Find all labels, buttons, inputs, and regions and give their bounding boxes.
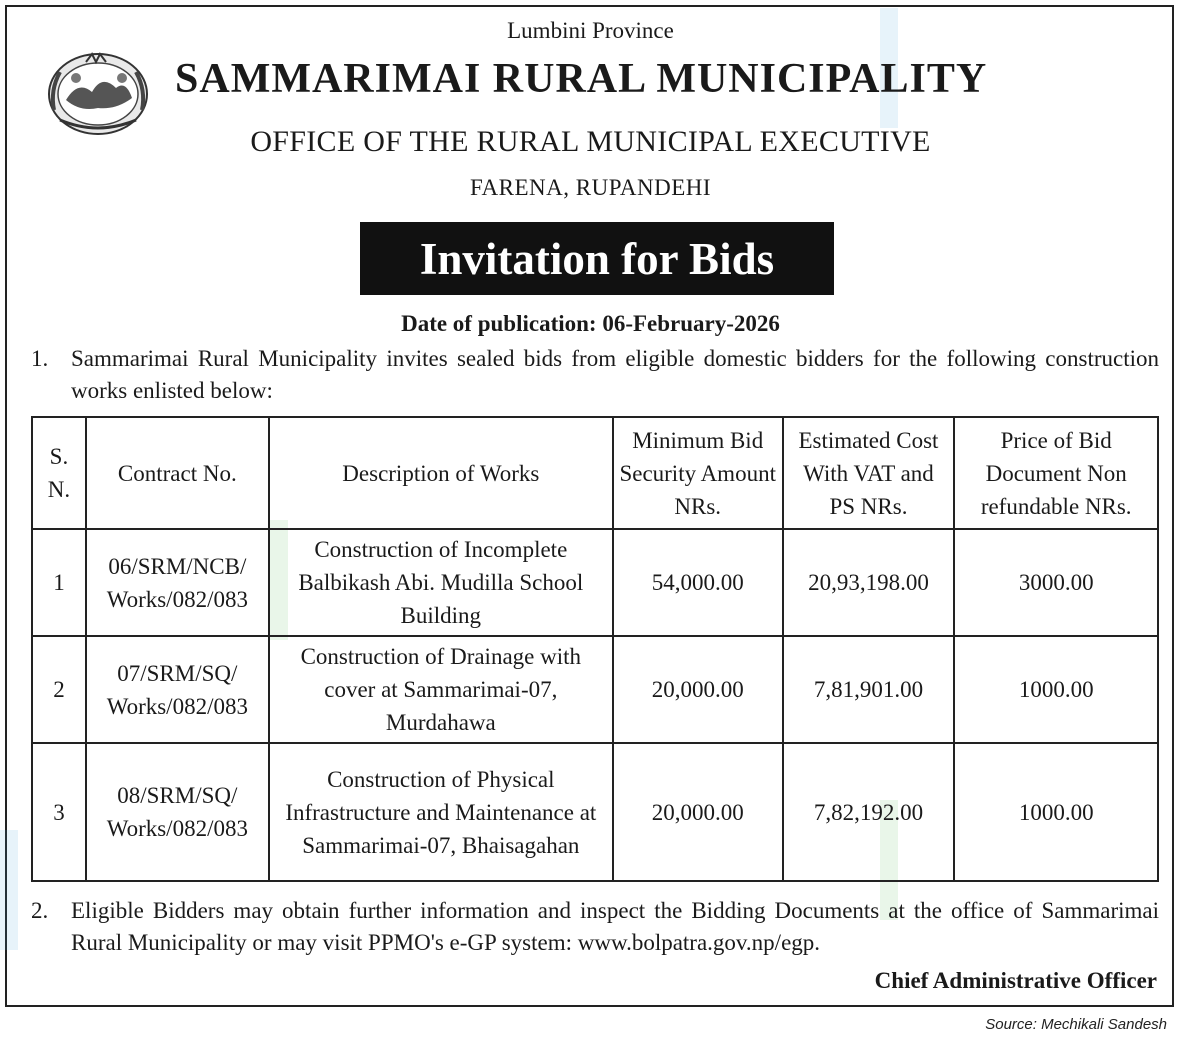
column-header-bid-security: Minimum Bid Security Amount NRs.: [613, 417, 783, 529]
table-row: [32, 743, 1158, 881]
cell-document-price: 1000.00: [954, 743, 1158, 881]
column-header-description: Description of Works: [269, 417, 613, 529]
cell-document-price: 3000.00: [954, 529, 1158, 636]
cell-estimated-cost: 7,82,192.00: [783, 743, 955, 881]
office-address: FARENA, RUPANDEHI: [469, 175, 712, 200]
cell-sn: 1: [32, 529, 86, 636]
cell-document-price: 1000.00: [954, 636, 1158, 743]
invitation-banner: Invitation for Bids: [360, 222, 834, 295]
table-row: [32, 636, 1158, 743]
cell-sn: 2: [32, 636, 86, 743]
column-header-sn: S. N.: [32, 417, 86, 529]
column-header-estimated-cost: Estimated Cost With VAT and PS NRs.: [783, 417, 955, 529]
cell-description: Construction of Drainage with cover at Sammarimai-07, Murdahawa: [269, 636, 613, 743]
paragraph-text: Sammarimai Rural Municipality invites sealed bids from eligible domestic bidders for the following construction works enlisted below:: [71, 346, 1159, 403]
cell-sn: 3: [32, 743, 86, 881]
bids-table: [31, 416, 1159, 882]
paragraph-1: [31, 343, 1159, 407]
cell-description: Construction of Physical Infrastructure and Maintenance at Sammarimai-07, Bhaisagahan: [269, 743, 613, 881]
publication-date: Date of publication: 06-February-2026: [401, 311, 780, 336]
cell-bid-security: 20,000.00: [613, 636, 783, 743]
column-header-document-price: Price of Bid Document Non refundable NRs.: [954, 417, 1158, 529]
cell-estimated-cost: 7,81,901.00: [783, 636, 955, 743]
signature-title: Chief Administrative Officer: [874, 968, 1157, 993]
paragraph-text: Eligible Bidders may obtain further information and inspect the Bidding Documents at the office of Sammarimai Rural Municipality or may visit PPMO's e-GP system: www.bolpatra.gov.np/egp.: [71, 898, 1159, 955]
table-header-row: [32, 417, 1158, 529]
cell-bid-security: 20,000.00: [613, 743, 783, 881]
cell-bid-security: 54,000.00: [613, 529, 783, 636]
watermark-stripe-icon: [0, 830, 18, 950]
cell-description: Construction of Incomplete Balbikash Abi. Mudilla School Building: [269, 529, 613, 636]
office-title: OFFICE OF THE RURAL MUNICIPAL EXECUTIVE: [250, 125, 931, 158]
cell-contract: 08/SRM/SQ/ Works/082/083: [86, 743, 269, 881]
cell-estimated-cost: 20,93,198.00: [783, 529, 955, 636]
paragraph-number: 2.: [31, 898, 49, 923]
source-credit: Source: Mechikali Sandesh: [985, 1016, 1167, 1033]
cell-contract: 07/SRM/SQ/ Works/082/083: [86, 636, 269, 743]
column-header-contract: Contract No.: [86, 417, 269, 529]
cell-contract: 06/SRM/NCB/ Works/082/083: [86, 529, 269, 636]
paragraph-2: [31, 895, 1159, 959]
paragraph-number: 1.: [31, 346, 49, 371]
province-label: Lumbini Province: [507, 18, 674, 43]
municipality-title: SAMMARIMAI RURAL MUNICIPALITY: [175, 56, 988, 102]
table-row: [32, 529, 1158, 636]
